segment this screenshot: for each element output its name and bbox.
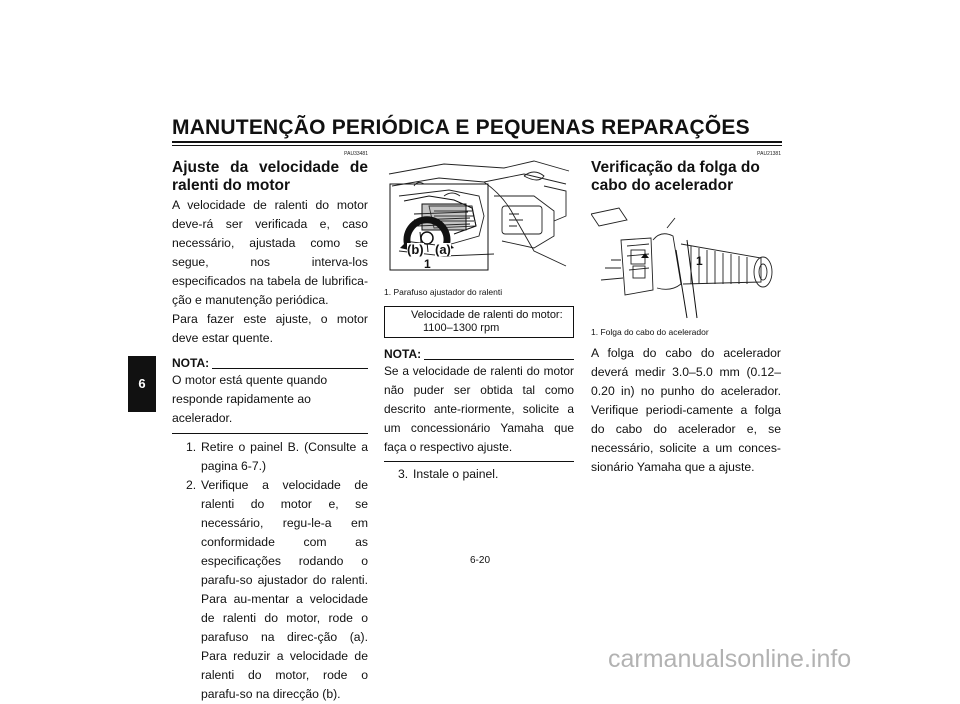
- section-heading: [172, 159, 368, 195]
- spec-value: 1100–1300 rpm: [423, 322, 500, 334]
- chapter-tab: 6: [128, 356, 156, 412]
- note-header: [172, 355, 368, 371]
- spec-label: Velocidade de ralenti do motor:: [411, 309, 563, 321]
- note-text: Se a velocidade de ralenti do motor não puder ser obtida tal como descrito ante-riormente, solicite a um concessionário Yamaha que faça o respectivo ajuste.: [384, 364, 574, 454]
- note-label: NOTA:: [384, 347, 422, 361]
- middle-note: [384, 346, 574, 484]
- steps-list: [384, 465, 574, 484]
- page-title: MANUTENÇÃO PERIÓDICA E PEQUENAS REPARAÇÕES: [172, 116, 750, 139]
- callout-number: 1: [696, 254, 703, 268]
- figure-caption: 1. Folga do cabo do acelerador: [591, 327, 709, 337]
- note-header: [384, 346, 574, 362]
- title-rule: [172, 141, 782, 143]
- note-text: O motor está quente quando responde rapidamente ao acelerador.: [172, 373, 328, 425]
- handlebar-illustration: [591, 200, 781, 320]
- direction-label-b: (b): [407, 242, 424, 257]
- note-end-rule: [384, 461, 574, 462]
- spec-box: [384, 306, 574, 338]
- section-code: PAU21381: [757, 151, 781, 157]
- throttle-figure: [591, 200, 781, 320]
- note-label: NOTA:: [172, 356, 210, 370]
- figure-caption: 1. Parafuso ajustador do ralenti: [384, 287, 503, 297]
- step-number: 1.: [186, 440, 197, 454]
- title-rule-thin: [172, 145, 782, 146]
- left-column: [172, 151, 368, 704]
- list-item: [186, 438, 368, 476]
- heading-text: Ajuste da velocidade de ralenti do motor: [172, 159, 368, 194]
- idle-screw-figure: [384, 156, 574, 281]
- callout-number: 1: [424, 257, 431, 271]
- step-text: Retire o painel B. (Consulte a pagina 6-7.): [201, 440, 368, 473]
- throttle-paragraph: A folga do cabo do acelerador deverá medir 3.0–5.0 mm (0.12–0.20 in) no punho do acelerador. Verifique periodi-camente a folga do cabo do acelerador e, se necessário, solicite a um conces-sionário Yamaha que a ajuste.: [591, 346, 781, 474]
- steps-list: [172, 438, 368, 704]
- step-number: 3.: [398, 467, 409, 481]
- direction-label-a: (a): [435, 242, 451, 257]
- list-item: [186, 476, 368, 704]
- page-number: 6-20: [469, 555, 490, 566]
- note-end-rule: [172, 433, 368, 434]
- section-code: PAU33481: [344, 151, 368, 157]
- list-item: [398, 465, 574, 484]
- right-column-top: [591, 151, 781, 195]
- watermark: carmanualsonline.info: [608, 645, 852, 673]
- step-number: 2.: [186, 478, 197, 492]
- intro-paragraph-2: Para fazer este ajuste, o motor deve estar quente.: [172, 312, 368, 345]
- step-text: Instale o painel.: [413, 467, 499, 481]
- step-text: Verifique a velocidade de ralenti do motor e, se necessário, regu-le-a em conformidade com as especificações rodando o parafu-so ajustador do ralenti. Para au-mentar a velocidade de ralenti do motor, rode o parafuso na direc-ção (a). Para reduzir a velocidade de ralenti do motor, rode o parafu-so na direcção (b).: [201, 478, 368, 701]
- engine-illustration: [384, 156, 574, 281]
- section-heading: Verificação da folga do cabo do acelerador: [591, 159, 760, 194]
- intro-paragraph: A velocidade de ralenti do motor deve-rá ser verificada e, caso necessário, ajustada como se segue, nos interva-los especificados na tabela de lubrifica-ção e manutenção periódica.: [172, 198, 368, 307]
